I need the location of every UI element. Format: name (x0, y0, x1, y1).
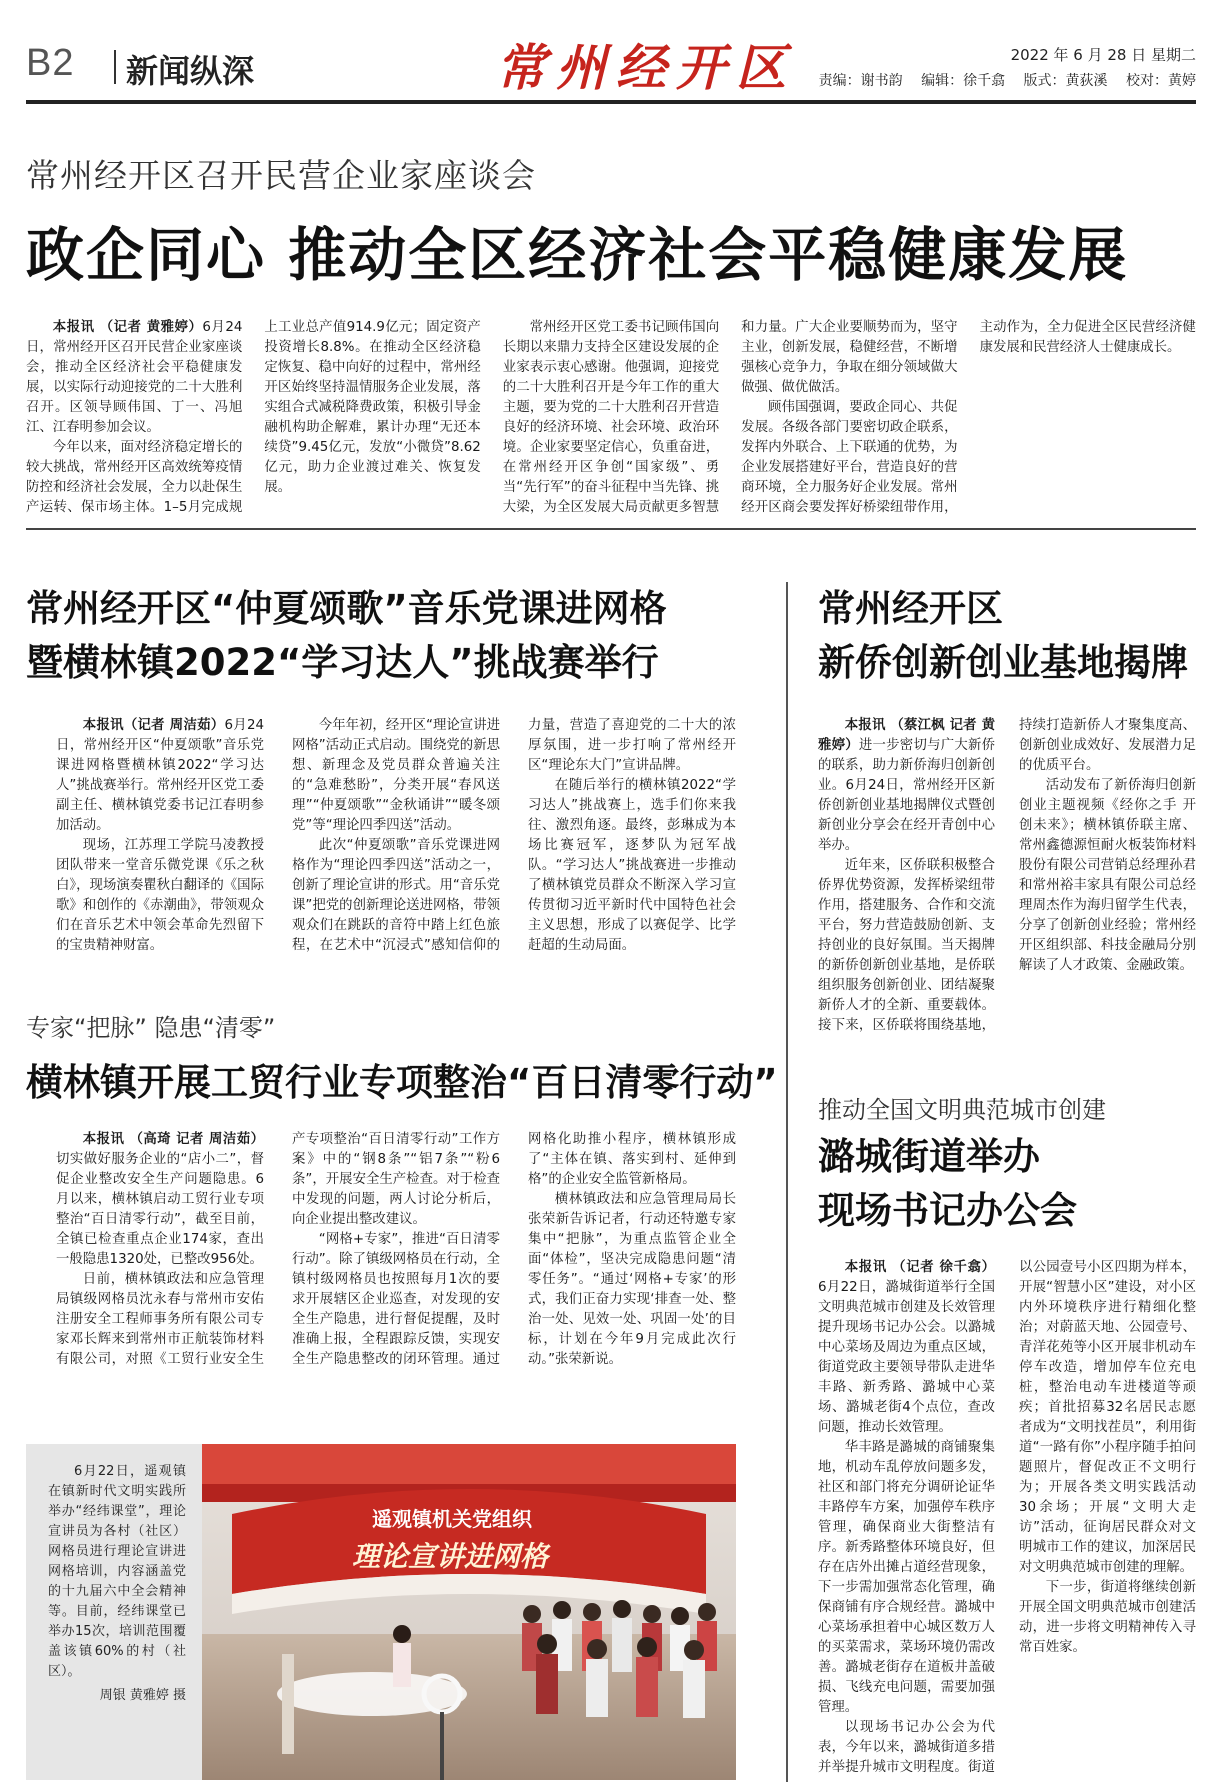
article3-body (56, 1130, 736, 1370)
article2-paragraph: 6月24日，常州经开区“仲夏颂歌”音乐党课进网格暨横林镇2022“学习达人”挑战赛举行。常州经开区党工委副主任、横林镇党委书记江春明参加活动。 (56, 718, 264, 833)
photo-sign-text: 理论宣讲进网格 (352, 1540, 549, 1573)
article4-headline-line2: 新侨创新创业基地揭牌 (818, 641, 1188, 684)
article5-headline-line1: 潞城街道举办 (818, 1135, 1040, 1178)
lead-paragraph: 今年以来，面对经济稳定增长的较大挑战，常州经开区高效统筹疫情防控和经济社会发展，全力以赴保生产运转、保市场主体。1–5月完成规上工业总产值914.9亿元；固定资产投资增长8.8%。在推动全区经济稳定恢复、稳中向好的过程中，常州经开区始终坚持温情服务企业发展，落实组合式减税降费政策，积极引导金融机构助企解难，累计办理“无还本续贷”9.45亿元，发放“小微贷”8.62亿元，助力企业渡过难关、恢复发展。 (26, 320, 481, 515)
article4-headline (818, 582, 1188, 690)
article3-headline: 横林镇开展工贸行业专项整治“百日清零行动” (26, 1061, 778, 1104)
article4-headline-line1: 常州经开区 (818, 587, 1003, 630)
credit-editor-in-charge: 责编：谢书韵 (818, 73, 903, 89)
article2-paragraph: 现场，江苏理工学院马凌教授团队带来一堂音乐微党课《乐之秋白》，现场演奏瞿秋白翻译的《国际歌》和创作的《赤潮曲》，带领观众们在音乐艺术中领会革命先烈留下的宝贵精神财富。 (56, 838, 264, 953)
article2-body (56, 716, 736, 956)
article5-headline-line2: 现场书记办公会 (818, 1189, 1077, 1232)
header-divider (114, 50, 116, 84)
lead-paragraph: 顾伟国强调，要政企同心、共促发展。各级各部门要密切政企联系，发挥内外联合、上下联通的优势，为企业发展搭建好平台，营造良好的营商环境，全力服务好企业发展。常州经开区商会要发挥好桥梁纽带作用，主动作为，全力促进全区民营经济健康发展和民营经济人士健康成长。 (741, 320, 1196, 515)
credit-layout: 版式：黄荻溪 (1023, 73, 1108, 89)
article3-subtitle: 专家“把脉” 隐患“清零” (26, 1014, 276, 1042)
article3-paragraph: 日前，横林镇政法和应急管理局镇级网格员沈永春与常州市安佑注册安全工程师事务所有限公司专家邓长辉来到常州市正航装饰材料有限公司，对照《工贸行业安全生产专项整治“百日清零行动”工作方案》中的“钢8条”“铝7条”“粉6条”，开展安全生产检查。对于检查中发现的问题，两人讨论分析后，向企业提出整改建议。 (56, 1132, 500, 1367)
article5-body (818, 1258, 1196, 1778)
article5-byline: 本报讯 （记者 徐千翕） (844, 1260, 995, 1275)
section-divider (26, 528, 1196, 530)
article4-paragraph: 近年来，区侨联积极整合侨界优势资源，发挥桥梁纽带作用，搭建服务、合作和交流平台，努力营造鼓励创新、支持创业的良好氛围。当天揭牌的新侨创新创业基地，是侨联组织服务创新创业、团结凝聚新侨人才的全新、重要载体。接下来，区侨联将围绕基地，持续打造新侨人才聚集度高、创新创业成效好、发展潜力足的优质平台。 (818, 718, 1196, 1033)
article2-paragraph: 今年年初，经开区“理论宣讲进网格”活动正式启动。围绕党的新思想、新理念及党员群众普遍关注的“急难愁盼”，分类开展“春风送理”“仲夏颂歌”“金秋诵讲”“暖冬颂党”等“理论四季四送”活动。 (292, 718, 500, 833)
photo-caption-text: 6月22日，遥观镇在镇新时代文明实践所举办“经纬课堂”，理论宣讲员为各村（社区）网格员进行理论宣讲进网格培训，内容涵盖党的十九届六中全会精神等。目前，经纬课堂已举办15次，培训范围覆盖该镇60%的村（社区）。 (48, 1464, 186, 1679)
article5-headline (818, 1130, 1077, 1238)
article5-paragraph: 以现场书记办公会为代表，今年以来，潞城街道多措并举提升城市文明程度。街道以公园壹号小区四期为样本，开展“智慧小区”建设，对小区内外环境秩序进行精细化整治；对蔚蓝天地、公园壹号、青洋花苑等小区开展非机动车停车改造，增加停车位充电桩，整治电动车进楼道等顽疾；首批招募32名居民志愿者成为“文明找茬员”，利用街道“一路有你”小程序随手拍问题照片，督促改正不文明行为；开展各类文明实践活动30余场；开展“文明大走访”活动，征询居民群众对文明城市工作的建议，加深居民对文明典范城市创建的理解。 (818, 1260, 1196, 1775)
news-photo (202, 1444, 736, 1780)
photo-banner-text: 遥观镇机关党组织 (372, 1509, 532, 1531)
photo-presenter (393, 1625, 411, 1687)
article2-paragraph: 此次“仲夏颂歌”音乐党课进网格作为“理论四季四送”活动之一，创新了理论宣讲的形式。用“音乐党课”把党的创新理论送进网格，带领观众们在跳跃的音符中踏上红色旅程，在艺术中“沉浸式”感知信仰的力量，营造了喜迎党的二十大的浓厚氛围，进一步打响了常州经开区“理论东大门”宣讲品牌。 (292, 718, 736, 953)
article2-byline: 本报讯（记者 周洁茹） (82, 718, 225, 733)
article5-subtitle: 推动全国文明典范城市创建 (818, 1096, 1106, 1124)
section-name: 新闻纵深 (126, 52, 255, 90)
masthead-logo: 常州经开区 (496, 38, 796, 97)
issue-date: 2022 年 6 月 28 日 星期二 (1010, 46, 1196, 64)
column-divider (786, 582, 788, 1782)
lead-paragraph: 6月24日，常州经开区召开民营企业家座谈会，推动全区经济社会平稳健康发展，以实际行动迎接党的二十大胜利召开。区领导顾伟国、丁一、冯旭江、江春明参加会议。 (26, 320, 243, 435)
article3-paragraph: 横林镇政法和应急管理局局长张荣新告诉记者，行动还特邀专家集中“把脉”，为重点监管企业全面“体检”，坚决完成隐患问题“清零任务”。“通过‘网格+专家’的形式，我们正奋力实现‘排查一处、整治一处、见效一处、巩固一处’的目标，计划在今年9月完成此次行动。”张荣新说。 (528, 1192, 736, 1367)
article4-paragraph: 活动发布了新侨海归创新创业主题视频《经你之手 开创未来》；横林镇侨联主席、常州鑫德源恒耐火板装饰材料股份有限公司营销总经理孙君和常州裕丰家具有限公司总经理周杰作为海归留学生代表，分享了创新创业经验；常州经开区组织部、科技金融局分别解读了人才政策、金融政策。 (1019, 778, 1196, 973)
article5-paragraph: 华丰路是潞城的商铺聚集地，机动车乱停放问题多发，社区和部门将充分调研论证华丰路停车方案，加强停车秩序管理，确保商业大街整洁有序。新秀路整体环境良好，但存在店外出摊占道经营现象，下一步需加强常态化管理，确保商铺有序合规经营。潞城中心菜场承担着中心城区数万人的买菜需求，菜场环境仍需改善。潞城老街存在道板井盖破损、飞线充电问题，需要加强管理。 (818, 1440, 995, 1715)
article4-paragraph: 进一步密切与广大新侨的联系，助力新侨海归创新创业。6月24日，常州经开区新侨创新创业基地揭牌仪式暨创新创业分享会在经开青创中心举办。 (818, 738, 996, 853)
article3-paragraph: 切实做好服务企业的“店小二”，督促企业整改安全生产问题隐患。6月以来，横林镇启动工贸行业专项整治“百日清零行动”，截至目前，全镇已检查重点企业174家，查出一般隐患1320处，已整改956处。 (56, 1152, 264, 1267)
lead-byline: 本报讯 （记者 黄雅婷） (52, 320, 203, 335)
lead-subtitle: 常州经开区召开民营企业家座谈会 (26, 156, 536, 195)
article2-headline (26, 582, 667, 690)
article4-byline: 本报讯 （蔡江枫 记者 黄雅婷） (818, 718, 995, 753)
article4-body (818, 716, 1196, 1046)
article3-byline: 本报讯 （高琦 记者 周洁茹） (82, 1132, 264, 1147)
page-number: B2 (26, 42, 75, 84)
article5-paragraph: 6月22日，潞城街道举行全国文明典范城市创建及长效管理提升现场书记办公会。以潞城中心菜场及周边为重点区域，街道党政主要领导带队走进华丰路、新秀路、潞城中心菜场、潞城老街4个点位，查改问题，推动长效管理。 (818, 1280, 995, 1435)
article2-paragraph: 在随后举行的横林镇2022“学习达人”挑战赛上，选手们你来我往、激烈角逐。最终，彭琳成为本场比赛冠军，逐梦队为冠军战队。“学习达人”挑战赛进一步推动了横林镇党员群众不断深入学习宣传贯彻习近平新时代中国特色社会主义思想，形成了以赛促学、比学赶超的生动局面。 (528, 778, 736, 953)
photo-pillar (282, 1654, 294, 1754)
header-rule (26, 100, 1196, 104)
photo-caption (26, 1444, 202, 1780)
article3-paragraph: “网格+专家”，推进“百日清零行动”。除了镇级网格员在行动，全镇村级网格员也按照每月1次的要求开展辖区企业巡查，对发现的安全生产隐患，进行督促提醒，及时准确上报，全程跟踪反馈，实现安全生产隐患整改的闭环管理。通过网格化助推小程序，横林镇形成了“主体在镇、落实到村、延伸到格”的企业安全监管新格局。 (292, 1132, 736, 1367)
editor-credits (805, 70, 1196, 90)
article5-paragraph: 下一步，街道将继续创新开展全国文明典范城市创建活动，进一步将文明精神传入寻常百姓家。 (1019, 1580, 1196, 1655)
credit-editor: 编辑：徐千翕 (921, 73, 1006, 89)
lead-article-body (26, 318, 1196, 518)
photo-credit: 周银 黄雅婷 摄 (99, 1688, 186, 1703)
photo-illustration (202, 1444, 736, 1780)
page-header (26, 20, 1196, 104)
article2-headline-line2: 暨横林镇2022“学习达人”挑战赛举行 (26, 641, 659, 684)
lead-paragraph: 常州经开区党工委书记顾伟国向长期以来鼎力支持全区建设发展的企业家表示衷心感谢。他强调，迎接党的二十大胜利召开是今年工作的重大主题，要为党的二十大胜利召开营造良好的经济环境、社会环境、政治环境。企业家要坚定信心，负重奋进，在常州经开区争创“国家级”、勇当“先行军”的奋斗征程中当先锋、挑大梁，为全区发展大局贡献更多智慧和力量。广大企业要顺势而为，坚守主业，创新发展，稳健经营，不断增强核心竞争力，争取在细分领域做大做强、做优做活。 (502, 320, 958, 515)
credit-proofreader: 校对：黄婷 (1126, 73, 1196, 89)
lead-headline: 政企同心 推动全区经济社会平稳健康发展 (26, 221, 1129, 289)
article2-headline-line1: 常州经开区“仲夏颂歌”音乐党课进网格 (26, 587, 667, 630)
